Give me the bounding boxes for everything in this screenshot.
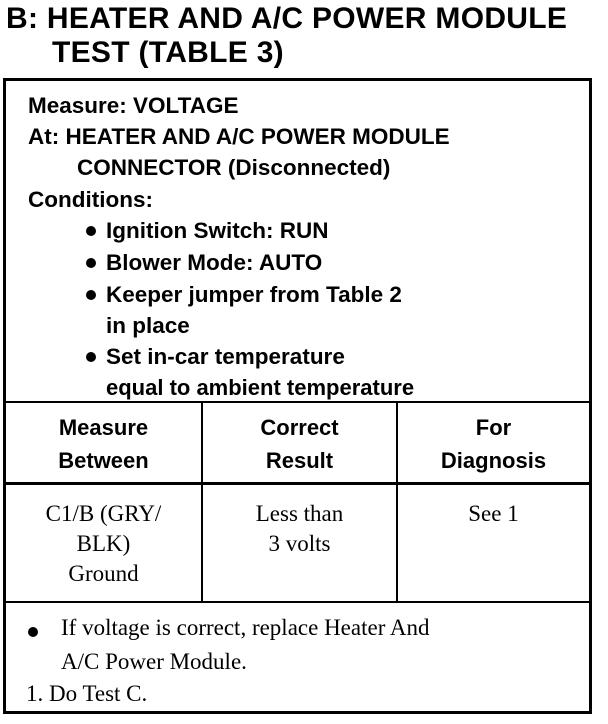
at-text-cont: CONNECTOR (Disconnected) <box>77 155 391 180</box>
title-line-1: B: HEATER AND A/C POWER MODULE <box>6 2 568 35</box>
test-procedure <box>6 81 589 403</box>
title-line-2: TEST (TABLE 3) <box>52 36 284 69</box>
header-line: Result <box>265 448 334 473</box>
cell-line: 3 volts <box>268 531 331 556</box>
header-line: For <box>475 415 512 440</box>
column-header <box>203 403 396 485</box>
bullet-icon <box>28 627 38 637</box>
page-title <box>6 2 567 70</box>
conditions-label: Conditions: <box>28 187 153 212</box>
condition-item: Ignition Switch: RUN <box>106 218 329 243</box>
measure-text: Measure: VOLTAGE <box>28 93 239 118</box>
cell-line: BLK) <box>76 531 131 556</box>
bullet-icon <box>86 226 96 236</box>
header-line: Measure <box>58 415 149 440</box>
column-header <box>6 403 201 485</box>
cell-line: C1/B (GRY/ <box>45 501 162 526</box>
numbered-note: 1. Do Test C. <box>26 681 148 706</box>
note-text: If voltage is correct, replace Heater And <box>61 615 430 640</box>
bullet-icon <box>86 352 96 362</box>
note-text-cont: A/C Power Module. <box>61 649 247 674</box>
cell-line: Less than <box>255 501 344 526</box>
notes-section <box>6 601 589 713</box>
condition-item: Keeper jumper from Table 2 <box>106 282 402 307</box>
header-line: Between <box>58 448 149 473</box>
cell-line: See 1 <box>468 501 519 526</box>
test-table <box>3 78 592 714</box>
table-cell-measure-between <box>6 485 201 601</box>
header-line: Correct <box>260 415 339 440</box>
condition-item-cont: in place <box>106 313 190 338</box>
bullet-icon <box>86 258 96 268</box>
table-cell-correct-result <box>203 485 396 601</box>
condition-item-cont: equal to ambient temperature <box>106 375 415 400</box>
at-text: At: HEATER AND A/C POWER MODULE <box>28 124 450 149</box>
table-cell-for-diagnosis <box>398 485 589 601</box>
condition-item: Blower Mode: AUTO <box>106 250 323 275</box>
cell-line: Ground <box>68 561 139 586</box>
header-line: Diagnosis <box>440 448 547 473</box>
column-header <box>398 403 589 485</box>
bullet-icon <box>86 290 96 300</box>
condition-item: Set in-car temperature <box>106 344 345 369</box>
